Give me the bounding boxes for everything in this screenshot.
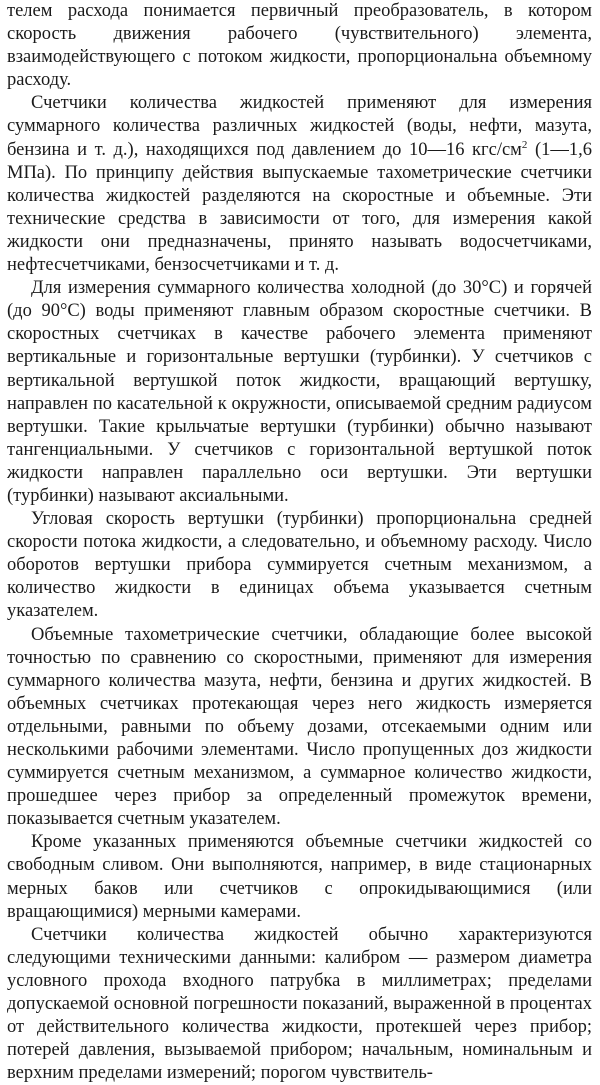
paragraph-speed-counters: Для измерения суммарного количества холодной (до 30°С) и горячей (до 90°С) воды применяют главным образом скоростные счетчики. В скоростных счетчиках в качестве рабочего элемента применяют вертикальные и горизонтальные вертушки (турбинки). У счетчиков с вертикальной вертушкой поток жидкости, вращающий вертушку, направлен по касательной к окружности, описываемой средним радиусом вертушки. Такие крыльчатые вертушки (турбинки) обычно называют тангенциальными. У счетчиков с горизонтальной вертушкой поток жидкости направлен параллельно оси вертушки. Эти вертушки (турбинки) называют аксиальными. bbox=[7, 278, 592, 506]
paragraph-angular-speed: Угловая скорость вертушки (турбинки) пропорциональна средней скорости потока жидкости, а следовательно, и объемному расходу. Число оборотов вертушки прибора суммируется счетным механизмом, а количество жидкости в единицах объема указывается счетным указателем. bbox=[7, 509, 592, 622]
paragraph-liquid-counters-text-b: (1—1,6 МПа). По принципу действия выпускаемые тахометрические счетчики количества жидкостей разделяются на скоростные и объемные. Эти технические средства в зависимости от того, для измерения какой жидкости они предназначены, принято называть водосчетчиками, нефтесчетчиками, бензосчетчиками и т. д. bbox=[7, 139, 592, 276]
paragraph-continued-definition: телем расхода понимается первичный преобразователь, в котором скорость движения рабочего (чувствительного) элемента, взаимодействующего с потоком жидкости, пропорциональна объемному расходу. bbox=[7, 1, 592, 91]
paragraph-liquid-counters-text-a: Счетчики количества жидкостей применяют для измерения суммарного количества различных жидкостей (воды, нефти, мазута, бензина и т. д.), находящихся под давлением до 10—16 кгс/см bbox=[7, 93, 592, 160]
paragraph-free-drain-counters: Кроме указанных применяются объемные счетчики жидкостей со свободным сливом. Они выполняются, например, в виде стационарных мерных баков или счетчиков с опрокидывающимися (или вращающимися) мерными камерами. bbox=[7, 832, 592, 922]
superscript-square: 2 bbox=[521, 138, 528, 151]
paragraph-volumetric-counters: Объемные тахометрические счетчики, обладающие более высокой точностью по сравнению со скоростными, применяют для измерения суммарного количества мазута, нефти, бензина и других жидкостей. В объемных счетчиках протекающая через него жидкость измеряется отдельными, равными по объему дозами, отсекаемыми одним или несколькими рабочими элементами. Число пропущенных доз жидкости суммируется счетным механизмом, а суммарное количество жидкости, прошедшее через прибор за определенный промежуток времени, показывается счетным указателем. bbox=[7, 624, 592, 830]
document-page bbox=[7, 0, 592, 1085]
paragraph-liquid-counters bbox=[7, 92, 592, 277]
paragraph-technical-data: Счетчики количества жидкостей обычно характеризуются следующими техническими данными: калибром — размером диаметра условного прохода входного патрубка в миллиметрах; пределами допускаемой основной погрешности показаний, выраженной в процентах от действительного количества жидкости, протекшей через прибор; потерей давления, вызываемой прибором; начальным, номинальным и верхним пределами измерений; порогом чувствитель- bbox=[7, 924, 592, 1084]
